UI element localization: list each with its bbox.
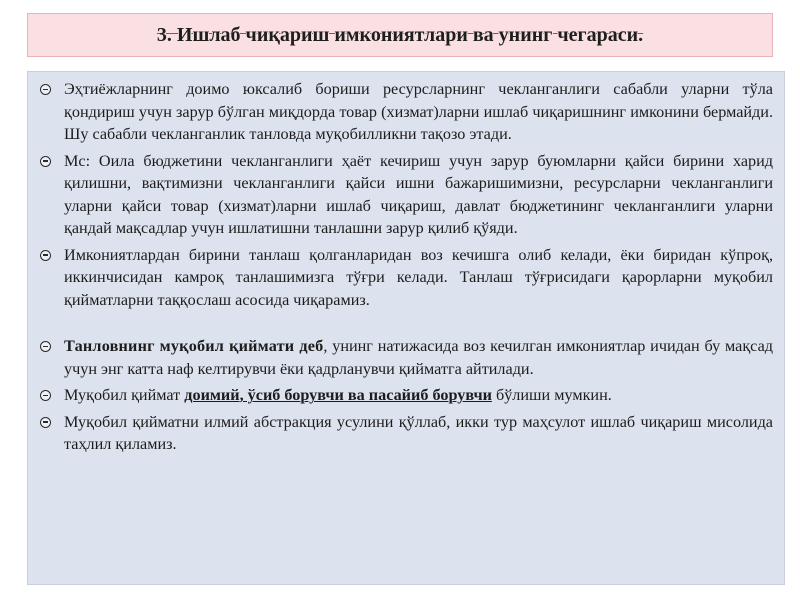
content-panel bbox=[27, 71, 785, 585]
bullet-text: Имкониятлардан бирини танлаш қолганларидан воз кечишга олиб келади, ёки биридан кўпроқ, иккинчисидан камроқ танлашимизга тўғри келади. Танлаш тўғрисидаги қарорларни муқобил қийматларни таққослаш асосида чиқарамиз. bbox=[64, 245, 773, 309]
bullet-item-4 bbox=[40, 335, 773, 380]
bullet-text: , унинг натижасида воз кечилган имкониятлар ичидан бу мақсад учун энг катта наф келтирувчи ёки қадрланувчи қийматга айтилади. bbox=[64, 337, 773, 378]
bullet-circle-icon bbox=[40, 341, 51, 352]
bullet-circle-icon bbox=[40, 250, 51, 261]
bullet-item-5 bbox=[40, 384, 773, 407]
bullet-item-2 bbox=[40, 150, 773, 240]
bullet-circle-icon bbox=[40, 156, 51, 167]
bullet-item-6 bbox=[40, 411, 773, 456]
bullet-circle-icon bbox=[40, 84, 51, 95]
bullet-list bbox=[40, 78, 773, 456]
emphasized-terms: доимий, ўсиб борувчи ва пасайиб борувчи bbox=[184, 386, 492, 404]
bullet-item-1 bbox=[40, 78, 773, 146]
slide-title-bar bbox=[27, 13, 773, 57]
bullet-text-prefix: Муқобил қиймат bbox=[64, 386, 185, 404]
bullet-text: Муқобил қийматни илмий абстракция усулини қўллаб, икки тур маҳсулот ишлаб чиқариш мисолида таҳлил қиламиз. bbox=[64, 412, 773, 453]
bullet-text: Эҳтиёжларнинг доимо юксалиб бориши ресурсларнинг чекланганлиги сабабли уларни тўла қондириш учун зарур бўлган миқдорда товар (хизмат)ларни ишлаб чиқаришнинг имконини бермайди. Шу сабабли чекланганлик танловда муқобилликни тақозо этади. bbox=[64, 80, 773, 143]
slide-title: 3. Ишлаб чиқариш имкониятлари ва унинг чегараси. bbox=[156, 23, 644, 46]
definition-term: Танловнинг муқобил қиймати деб bbox=[64, 337, 324, 355]
bullet-text: Мс: Оила бюджетини чекланганлиги ҳаёт кечириш учун зарур буюмларни қайси бирини харид қилишни, вақтимизни чекланганлиги қайси ишни бажаришимизни, ресурсларни чекланганлиги уларни қайси товар (хизмат)ларни ишлаб чиқариш, давлат бюджетининг чекланганлиги уларни қандай мақсадлар учун ишлатишни танлашни зарур қилиб қўяди. bbox=[64, 151, 773, 237]
bullet-text-suffix: бўлиши мумкин. bbox=[491, 386, 612, 404]
bullet-circle-icon bbox=[40, 390, 51, 401]
bullet-item-3 bbox=[40, 244, 773, 312]
bullet-circle-icon bbox=[40, 417, 51, 428]
